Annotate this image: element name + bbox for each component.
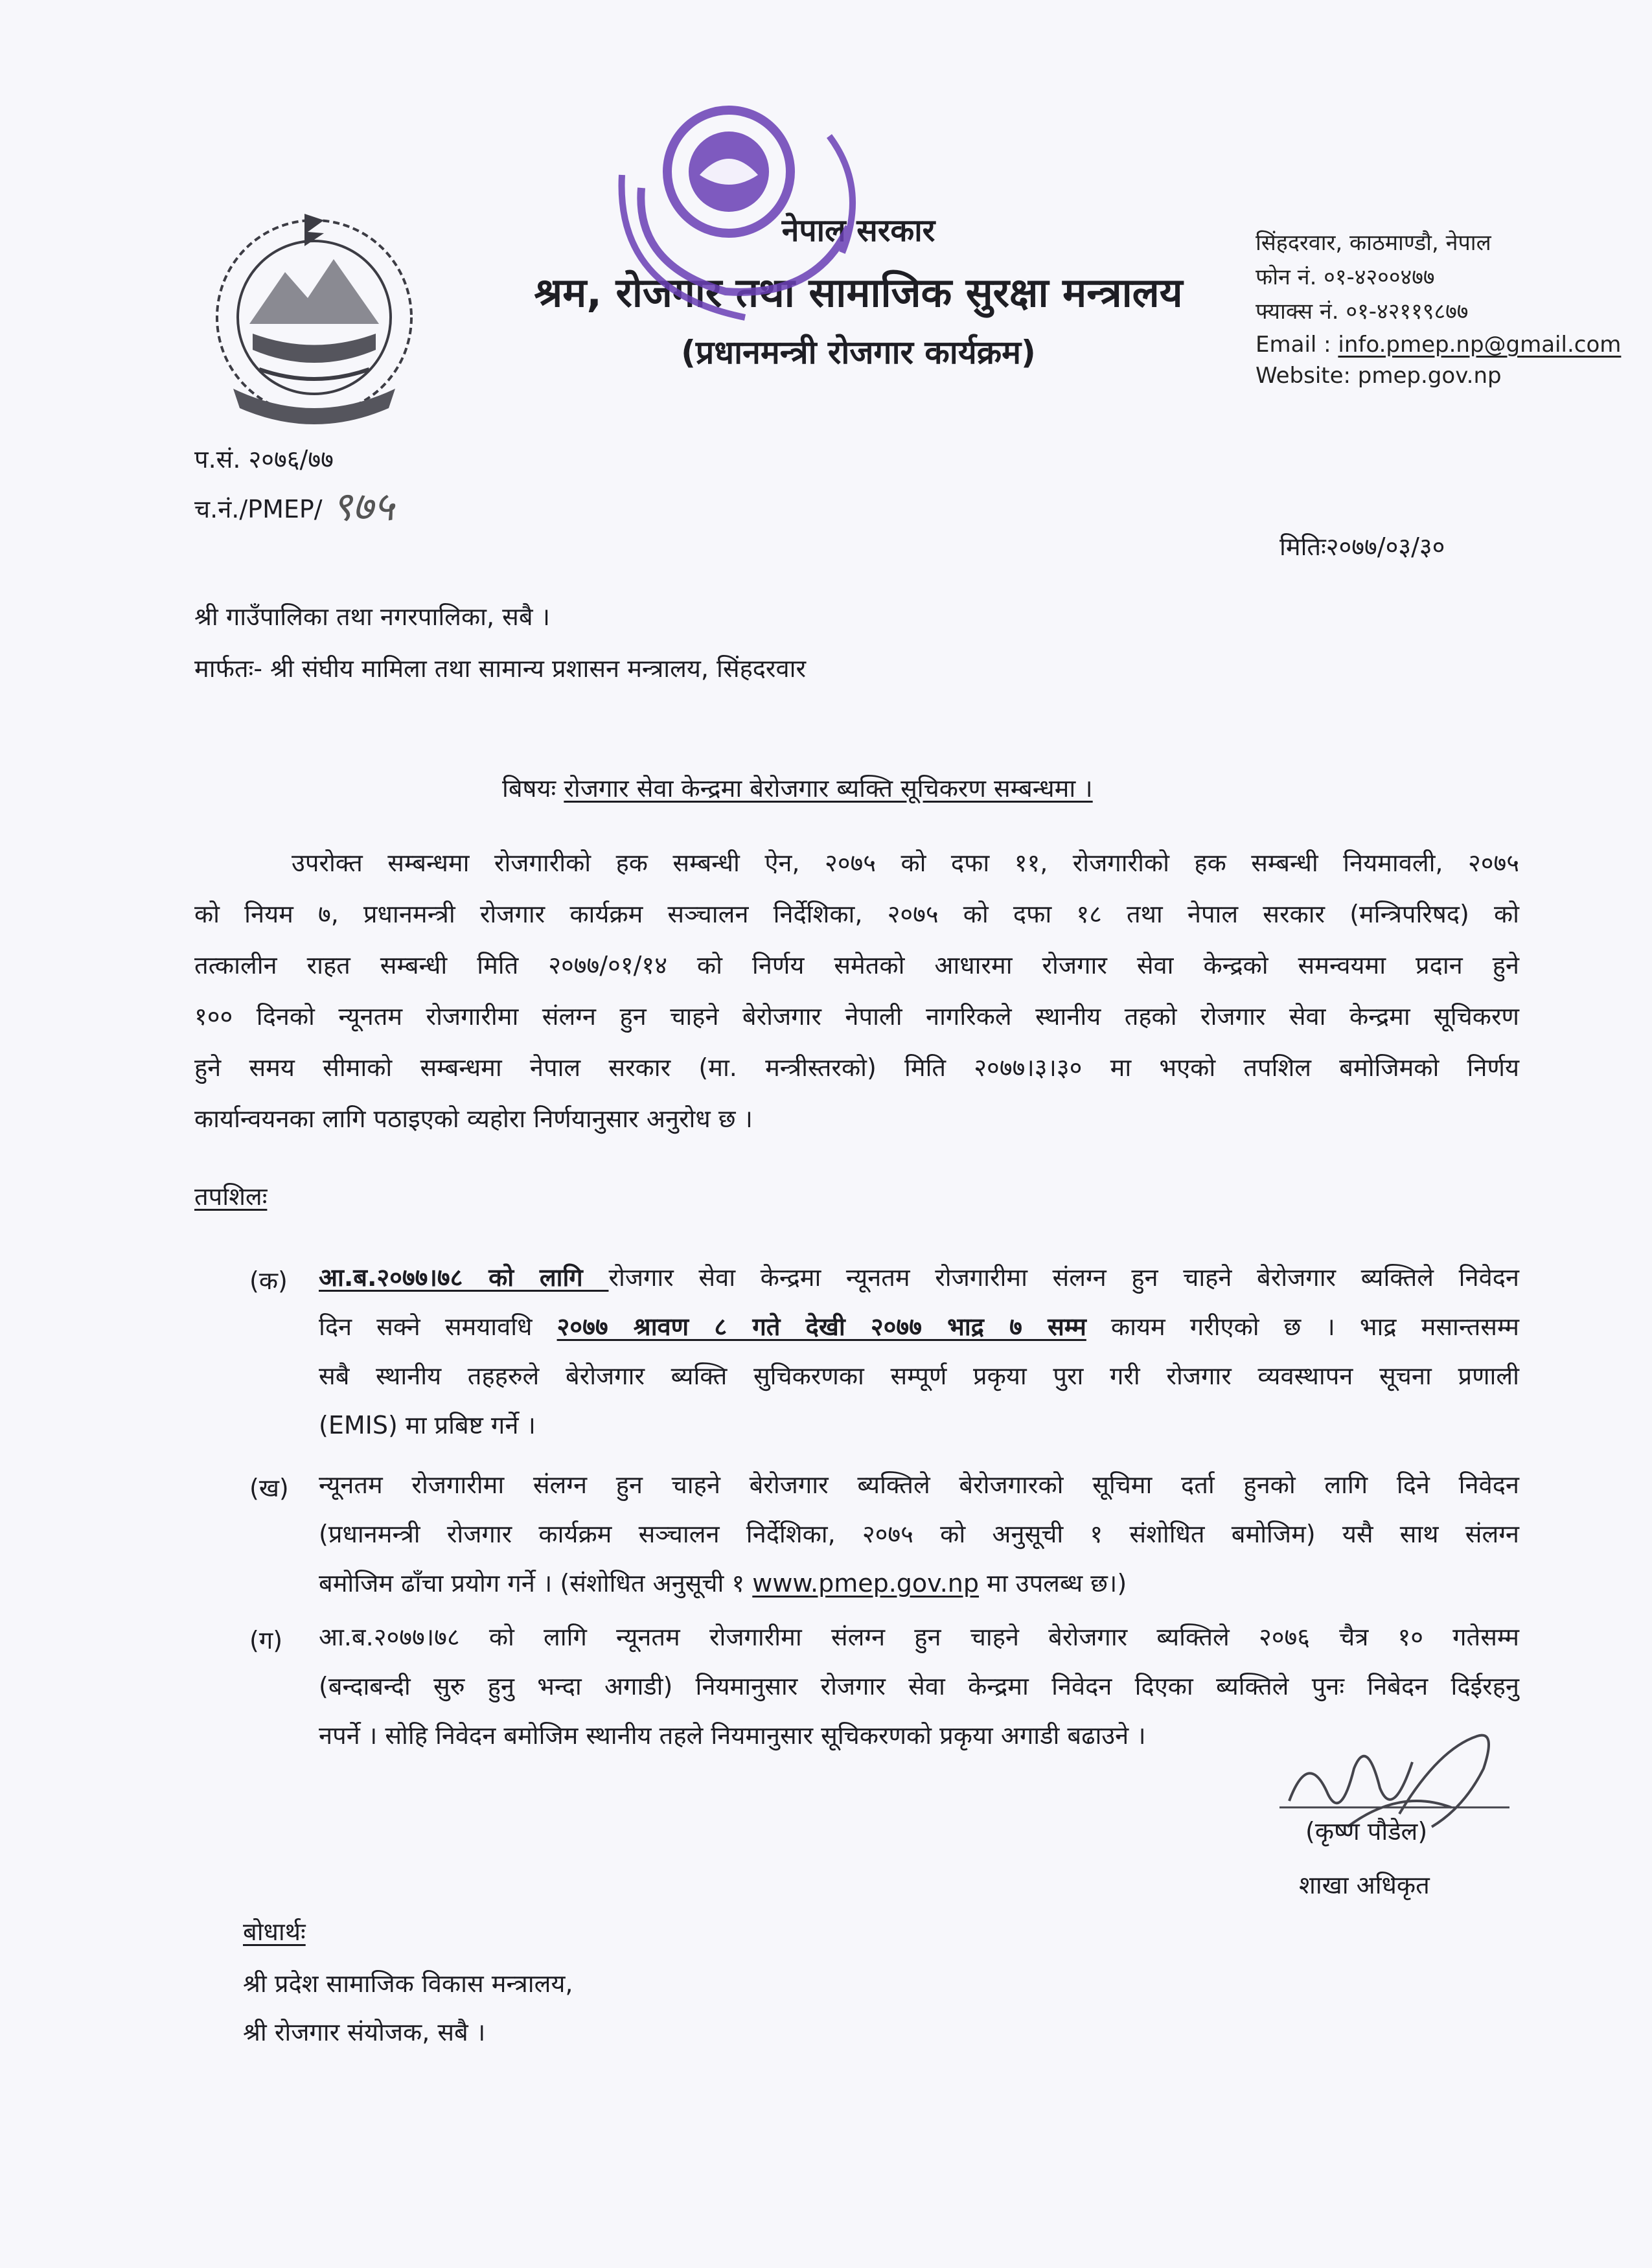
item-ka-line-2-rest: कायम गरीएको छ । भाद्र मसान्तसम्म [1086,1312,1520,1341]
item-ka-line-4: (EMIS) मा प्रबिष्ट गर्ने । [319,1411,536,1439]
item-ka-fiscal-year: आ.ब.२०७७।७८ को लागि [319,1263,609,1292]
item-kha-line-1: न्यूनतम रोजगारीमा संलग्न हुन चाहने बेरोजगार ब्यक्तिले बेरोजगारको सूचिमा दर्ता हुनको लागि दिने निवेदन [319,1471,1519,1499]
dispatch-number-line [194,478,394,533]
program-name: (प्रधानमन्त्री रोजगार कार्यक्रम) [681,334,1036,371]
item-ka-date-range: २०७७ श्रावण ८ गते देखी २०७७ भाद्र ७ सम्म [556,1312,1086,1341]
government-name: नेपाल सरकार [781,212,935,249]
cc-line-2: श्री रोजगार संयोजक, सबै । [243,2018,486,2046]
item-mark-kha: (ख) [249,1474,289,1502]
letter-date: मितिः२०७७/०३/३० [1279,533,1445,561]
subject-text: रोजगार सेवा केन्द्रमा बेरोजगार ब्यक्ति सूचिकरण सम्बन्धमा । [564,774,1093,803]
email-label: Email : [1256,332,1338,358]
item-kha-line-3-rest: मा उपलब्ध छ।) [979,1569,1127,1598]
body-line-last: कार्यान्वयनका लागि पठाइएको व्यहोरा निर्णयानुसार अनुरोध छ । [194,1105,753,1133]
signatory-title: शाखा अधिकृत [1299,1871,1430,1899]
cc-line-1: श्री प्रदेश सामाजिक विकास मन्त्रालय, [243,1969,573,1998]
cc-heading: बोधार्थः [243,1918,306,1946]
item-ka-line-2-pre: दिन सक्ने समयावधि [319,1312,557,1341]
website-line: Website: pmep.gov.np [1256,363,1502,389]
body-line: हुने समय सीमाको सम्बन्धमा नेपाल सरकार (मा. मन्त्रीस्तरको) मिति २०७७।३।३० मा भएको तपशिल बमोजिमको निर्णय [194,1053,1519,1082]
item-ka-line-2 [319,1312,1519,1342]
recipient-line-2: मार्फतः- श्री संघीय मामिला तथा सामान्य प्रशासन मन्त्रालय, सिंहदरवार [194,654,806,683]
dispatch-label: च.नं./PMEP/ [194,495,323,523]
body-line: उपरोक्त सम्बन्धमा रोजगारीको हक सम्बन्धी ऐन, २०७५ को दफा ११, रोजगारीको हक सम्बन्धी नियमावली, २०७५ [292,849,1519,877]
nepal-government-emblem [194,194,434,434]
item-ga-line-3: नपर्ने । सोहि निवेदन बमोजिम स्थानीय तहले नियमानुसार सूचिकरणको प्रकृया अगाडी बढाउने । [319,1721,1146,1750]
item-mark-ga: (ग) [249,1626,283,1655]
fiscal-year-ref: प.सं. २०७६/७७ [194,445,334,474]
item-ka-line-3: सबै स्थानीय तहहरुले बेरोजगार ब्यक्ति सुचिकरणका सम्पूर्ण प्रकृया पुरा गरी रोजगार व्यवस्थापन सूचना प्रणाली [319,1362,1519,1390]
item-ka-line-1 [319,1263,1519,1293]
email-line [1256,332,1622,358]
body-line: तत्कालीन राहत सम्बन्धी मिति २०७७/०१/१४ को निर्णय समेतको आधारमा रोजगार सेवा केन्द्रको समन्वयमा प्रदान हुने [194,951,1519,979]
official-seal-stamp [596,97,920,356]
subject-line [502,774,1093,804]
item-ga-line-1: आ.ब.२०७७।७८ को लागि न्यूनतम रोजगारीमा संलग्न हुन चाहने बेरोजगार ब्यक्तिले २०७६ चैत्र १० गतेसम्म [319,1623,1519,1651]
email-link[interactable]: info.pmep.np@gmail.com [1338,332,1622,358]
item-mark-ka: (क) [249,1266,288,1295]
item-ka-line-1-text: रोजगार सेवा केन्द्रमा न्यूनतम रोजगारीमा संलग्न हुन चाहने बेरोजगार ब्यक्तिले निवेदन [608,1263,1519,1292]
body-line: को नियम ७, प्रधानमन्त्री रोजगार कार्यक्रम सञ्चालन निर्देशिका, २०७५ को दफा १८ तथा नेपाल सरकार (मन्त्रिपरिषद) को [194,900,1519,928]
ministry-name: श्रम, रोजगार तथा सामाजिक सुरक्षा मन्त्रालय [534,269,1183,316]
body-line: १०० दिनको न्यूनतम रोजगारीमा संलग्न हुन चाहने बेरोजगार नेपाली नागरिकले स्थानीय तहको रोजगार सेवा केन्द्रमा सूचिकरण [194,1002,1519,1031]
phone-number: फोन नं. ०१-४२००४७७ [1256,264,1435,290]
dispatch-number-handwritten: ९७५ [331,483,395,530]
item-kha-line-3-pre: बमोजिम ढाँचा प्रयोग गर्ने । (संशोधित अनुसूची १ [319,1569,753,1598]
item-ga-line-2: (बन्दाबन्दी सुरु हुनु भन्दा अगाडी) नियमानुसार रोजगार सेवा केन्द्रमा निवेदन दिएका ब्यक्तिले पुनः निबेदन दिईरहनु [319,1672,1519,1701]
pmep-website-link[interactable]: www.pmep.gov.np [752,1569,980,1598]
item-kha-line-2: (प्रधानमन्त्री रोजगार कार्यक्रम सञ्चालन निर्देशिका, २०७५ को अनुसूची १ संशोधित बमोजिम) यसै साथ संलग्न [319,1520,1519,1548]
recipient-line-1: श्री गाउँपालिका तथा नगरपालिका, सबै । [194,602,550,631]
subject-label: बिषयः [502,774,564,803]
item-kha-line-3 [319,1569,1519,1599]
signatory-name: (कृष्ण पौडेल) [1305,1817,1428,1846]
handwritten-signature [1270,1710,1522,1892]
fax-number: फ्याक्स नं. ०१-४२११९८७७ [1256,299,1469,325]
office-address: सिंहदरवार, काठमाण्डौ, नेपाल [1256,230,1491,256]
schedule-heading: तपशिलः [194,1182,268,1211]
